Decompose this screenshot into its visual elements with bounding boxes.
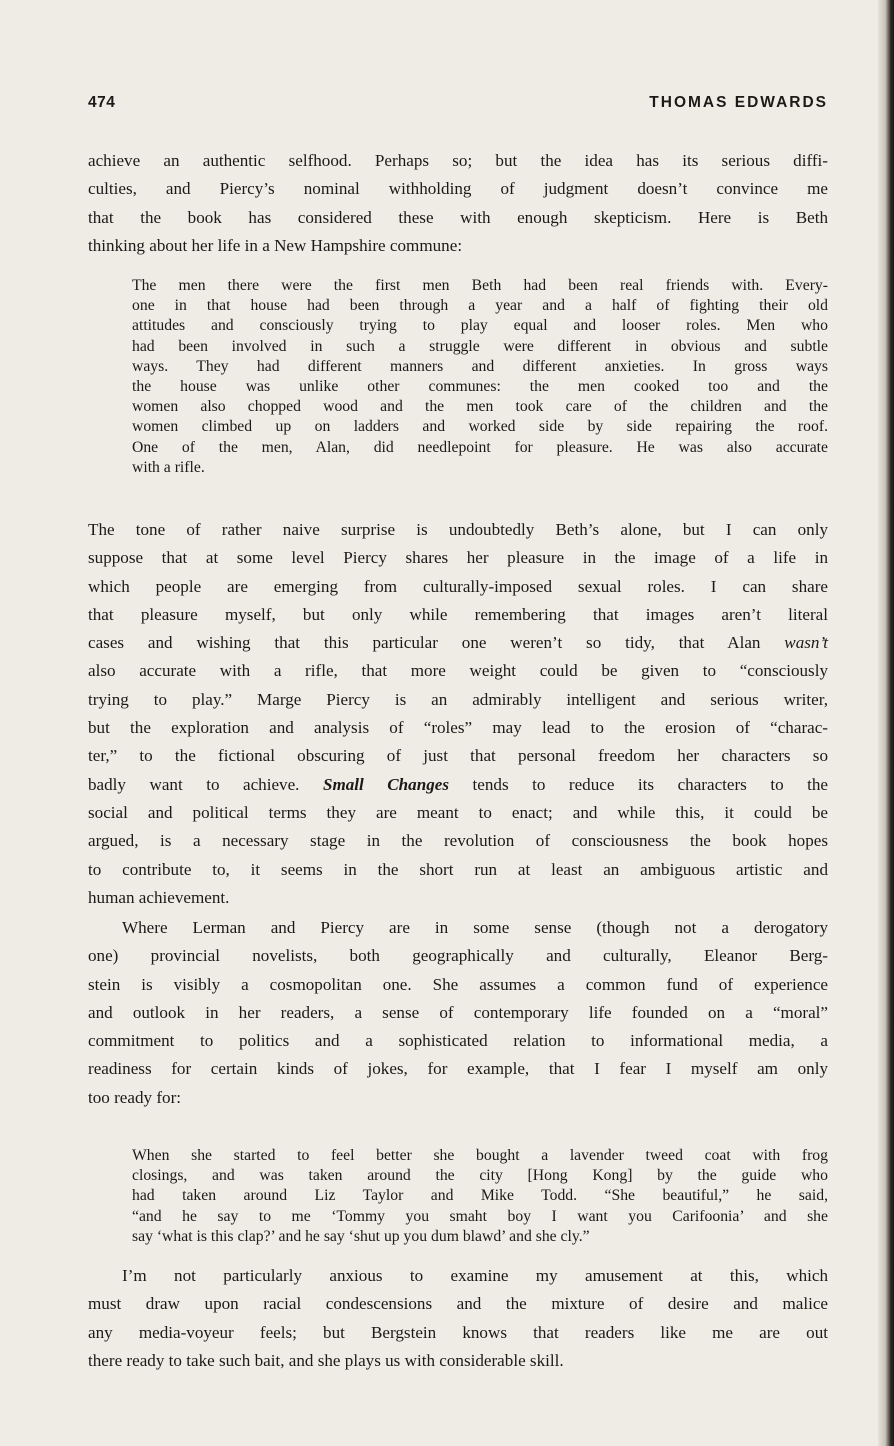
text-run: tends to reduce its characters to the — [449, 774, 828, 794]
quote-line: attitudes and consciously trying to play equal and looser roles. Men who — [132, 317, 828, 335]
quote-line: with a rifle. — [132, 458, 205, 476]
text-line: that pleasure myself, but only while remembering that images aren’t literal — [88, 604, 828, 624]
text-line: too ready for: — [88, 1087, 182, 1107]
text-line: there ready to take such bait, and she plays us with considerable skill. — [88, 1350, 564, 1370]
quote-line: women also chopped wood and the men took care of the children and the — [132, 398, 828, 416]
running-title: THOMAS EDWARDS — [649, 94, 828, 111]
text-line: achieve an authentic selfhood. Perhaps so; but the idea has its serious diffi- — [88, 151, 828, 170]
text-line — [88, 629, 828, 657]
text-line: must draw upon racial condescensions and the mixture of desire and malice — [88, 1294, 828, 1314]
paragraph-continuation — [88, 147, 828, 260]
quote-line: women climbed up on ladders and worked side by side repairing the roof. — [132, 418, 828, 436]
paragraph-bergstein-intro — [88, 914, 828, 1112]
text-line: trying to play.” Marge Piercy is an admirably intelligent and serious writer, — [88, 689, 828, 709]
text-line: any media-voyeur feels; but Bergstein knows that readers like me are out — [88, 1322, 828, 1342]
text-line: The tone of rather naive surprise is undoubtedly Beth’s alone, but I can only — [88, 520, 828, 539]
text-line: social and political terms they are meant to enact; and while this, it could be — [88, 802, 828, 822]
text-line: ter,” to the fictional obscuring of just that personal freedom her characters so — [88, 746, 828, 766]
text-line: which people are emerging from culturally-imposed sexual roles. I can share — [88, 576, 828, 596]
block-quote-piercy — [132, 276, 828, 478]
text-line: I’m not particularly anxious to examine my amusement at this, which — [122, 1266, 828, 1285]
text-run: badly want to achieve. — [88, 774, 323, 794]
block-quote-bergstein — [132, 1146, 828, 1247]
text-line: one) provincial novelists, both geographically and culturally, Eleanor Berg- — [88, 946, 828, 966]
text-line: human achievement. — [88, 887, 230, 907]
page-number: 474 — [88, 94, 116, 111]
text-line: also accurate with a rifle, that more weight could be given to “consciously — [88, 661, 828, 681]
paragraph-amusement — [88, 1262, 828, 1375]
quote-line: say ‘what is this clap?’ and he say ‘shut up you dum blawd’ and she cly.” — [132, 1227, 590, 1245]
quote-line: One of the men, Alan, did needlepoint for pleasure. He was also accurate — [132, 438, 828, 456]
text-line: stein is visibly a cosmopolitan one. She assumes a common fund of experience — [88, 974, 828, 994]
quote-line: ways. They had different manners and different anxieties. In gross ways — [132, 357, 828, 375]
text-line: to contribute to, it seems in the short run at least an ambiguous artistic and — [88, 859, 828, 879]
running-head — [88, 94, 828, 120]
quote-line: the house was unlike other communes: the men cooked too and the — [132, 378, 828, 396]
text-line: that the book has considered these with enough skepticism. Here is Beth — [88, 207, 828, 227]
book-title-small-changes: Small Changes — [322, 774, 450, 794]
quote-line: “and he say to me ‘Tommy you smaht boy I want you Carifoonia’ and she — [132, 1207, 828, 1225]
quote-line: The men there were the first men Beth had been real friends with. Every- — [132, 277, 828, 294]
text-run: cases and wishing that this particular one weren’t so tidy, that Alan — [88, 633, 785, 653]
text-line: thinking about her life in a New Hampshire commune: — [88, 235, 463, 255]
text-line: argued, is a necessary stage in the revolution of consciousness the book hopes — [88, 831, 828, 851]
page-gutter-shadow — [878, 0, 894, 1446]
quote-line: had been involved in such a struggle were different in obvious and subtle — [132, 337, 828, 355]
text-line — [88, 771, 828, 799]
text-line: culties, and Piercy’s nominal withholding of judgment doesn’t convince me — [88, 179, 828, 199]
paragraph-piercy-commentary — [88, 516, 828, 912]
quote-line: had taken around Liz Taylor and Mike Todd. “She beautiful,” he said, — [132, 1187, 828, 1205]
text-line: but the exploration and analysis of “roles” may lead to the erosion of “charac- — [88, 718, 828, 738]
text-line: Where Lerman and Piercy are in some sense (though not a derogatory — [122, 918, 828, 937]
text-line: suppose that at some level Piercy shares her pleasure in the image of a life in — [88, 548, 828, 568]
quote-line: When she started to feel better she bought a lavender tweed coat with frog — [132, 1147, 828, 1164]
quote-line: closings, and was taken around the city [Hong Kong] by the guide who — [132, 1167, 828, 1185]
quote-line: one in that house had been through a year and a half of fighting their old — [132, 297, 828, 315]
emphasis-wasnt: wasn’t — [784, 633, 828, 653]
text-line: readiness for certain kinds of jokes, for example, that I fear I myself am only — [88, 1059, 828, 1079]
text-line: commitment to politics and a sophisticated relation to informational media, a — [88, 1031, 828, 1051]
text-line: and outlook in her readers, a sense of contemporary life founded on a “moral” — [88, 1002, 828, 1022]
